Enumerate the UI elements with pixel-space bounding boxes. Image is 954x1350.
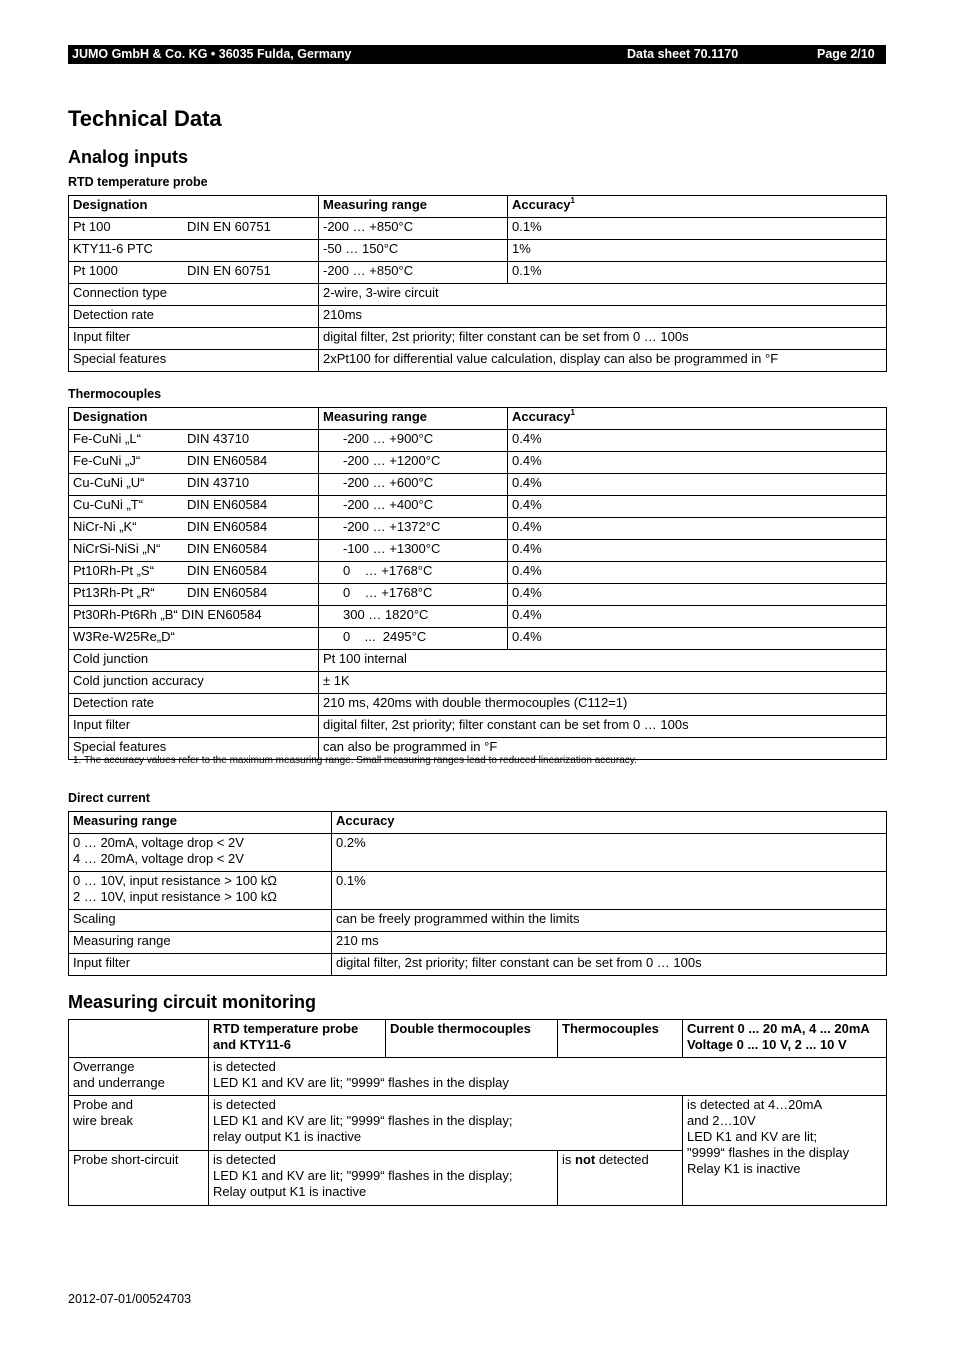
document-date: 2012-07-01/00524703 bbox=[68, 1292, 192, 1306]
table-row: NiCr-Ni „K“ DIN EN60584 -200 … +1372°C 0.4% bbox=[69, 518, 887, 540]
table-row: Probe and wire break is detected LED K1 and KV are lit; "9999“ flashes in the display; relay output K1 is inactive is detected at 4…20mA and 2…10V LED K1 and KV are lit; "9999“ flashes in the display Relay K1 is inactive bbox=[69, 1096, 887, 1151]
table-row: 0 … 10V, input resistance > 100 kΩ 2 … 10V, input resistance > 100 kΩ 0.1% bbox=[69, 872, 887, 910]
table-header-row bbox=[69, 196, 887, 218]
direct-current-heading: Direct current bbox=[68, 791, 150, 805]
monitoring-heading: Measuring circuit monitoring bbox=[68, 992, 317, 1012]
table-row: 0 … 20mA, voltage drop < 2V 4 … 20mA, voltage drop < 2V 0.2% bbox=[69, 834, 887, 872]
table-row: Cold junction accuracy ± 1K bbox=[69, 672, 887, 694]
company-name: JUMO GmbH & Co. KG • 36035 Fulda, Germany bbox=[72, 47, 352, 61]
table-row: Scaling can be freely programmed within the limits bbox=[69, 910, 887, 932]
table-row: W3Re-W25Re„D“ 0 ... 2495°C 0.4% bbox=[69, 628, 887, 650]
table-row: Detection rate 210 ms, 420ms with double thermocouples (C112=1) bbox=[69, 694, 887, 716]
header-bar bbox=[68, 45, 886, 64]
table-row: Pt 1000 DIN EN 60751 -200 … +850°C 0.1% bbox=[69, 262, 887, 284]
col-range: Measuring range bbox=[319, 196, 508, 218]
col-designation: Designation bbox=[69, 196, 319, 218]
table-row: Pt30Rh-Pt6Rh „B“ DIN EN60584 300 … 1820°C 0.4% bbox=[69, 606, 887, 628]
datasheet-number: Data sheet 70.1170 bbox=[627, 47, 739, 61]
table-row: Connection type 2-wire, 3-wire circuit bbox=[69, 284, 887, 306]
table-row: Overrange and underrange is detected LED K1 and KV are lit; "9999“ flashes in the display bbox=[69, 1058, 887, 1096]
table-row: Input filter digital filter, 2st priority; filter constant can be set from 0 … 100s bbox=[69, 328, 887, 350]
table-row: Detection rate 210ms bbox=[69, 306, 887, 328]
table-row: Special features can also be programmed in °F bbox=[69, 738, 887, 760]
table-row: NiCrSi-NiSi „N“ DIN EN60584 -100 … +1300°C 0.4% bbox=[69, 540, 887, 562]
table-row: Cold junction Pt 100 internal bbox=[69, 650, 887, 672]
analog-inputs-heading: Analog inputs bbox=[68, 147, 188, 167]
table-header-row: Designation Measuring range Accuracy$^1$ bbox=[69, 408, 887, 430]
table-header-row: Measuring range Accuracy bbox=[69, 812, 887, 834]
table-row: Special features 2xPt100 for differential value calculation, display can also be programmed in °F bbox=[69, 350, 887, 372]
table-row: Input filter digital filter, 2st priority; filter constant can be set from 0 … 100s bbox=[69, 716, 887, 738]
monitoring-table bbox=[68, 1019, 887, 1206]
table-row: Fe-CuNi „L“ DIN 43710 -200 … +900°C 0.4% bbox=[69, 430, 887, 452]
thermocouples-table bbox=[68, 407, 887, 760]
direct-current-table bbox=[68, 811, 887, 976]
table-row: Fe-CuNi „J“ DIN EN60584 -200 … +1200°C 0.4% bbox=[69, 452, 887, 474]
table-row: Measuring range 210 ms bbox=[69, 932, 887, 954]
table-row: Input filter digital filter, 2st priority; filter constant can be set from 0 … 100s bbox=[69, 954, 887, 976]
rtd-heading: RTD temperature probe bbox=[68, 175, 208, 189]
table-row: Cu-CuNi „U“ DIN 43710 -200 … +600°C 0.4% bbox=[69, 474, 887, 496]
table-row: Pt13Rh-Pt „R“ DIN EN60584 0 … +1768°C 0.4% bbox=[69, 584, 887, 606]
table-row: Pt10Rh-Pt „S“ DIN EN60584 0 … +1768°C 0.4% bbox=[69, 562, 887, 584]
thermocouples-heading: Thermocouples bbox=[68, 387, 162, 401]
table-row: Pt 100 DIN EN 60751 -200 … +850°C 0.1% bbox=[69, 218, 887, 240]
col-accuracy: Accuracy$^1$ bbox=[508, 196, 887, 218]
rtd-table bbox=[68, 195, 887, 372]
table-row: Probe short-circuit is detected LED K1 and KV are lit; "9999“ flashes in the display; Relay output K1 is inactive is not detected bbox=[69, 1151, 887, 1206]
table-row: KTY11-6 PTC -50 … 150°C 1% bbox=[69, 240, 887, 262]
footnote-marker: 1 bbox=[570, 408, 575, 417]
footnote: 1. The accuracy values refer to the maximum measuring range. Small measuring ranges lead to reduced linearization accuracy. bbox=[73, 755, 637, 766]
footnote-marker: 1 bbox=[570, 196, 575, 205]
page-title: Technical Data bbox=[68, 106, 222, 131]
table-row: Cu-CuNi „T“ DIN EN60584 -200 … +400°C 0.4% bbox=[69, 496, 887, 518]
table-header-row: RTD temperature probe and KTY11-6 Double thermocouples Thermocouples Current 0 ... 20 mA, 4 ... 20mA Voltage 0 ... 10 V, 2 ... 10 V bbox=[69, 1020, 887, 1058]
page-number: Page 2/10 bbox=[817, 47, 875, 61]
